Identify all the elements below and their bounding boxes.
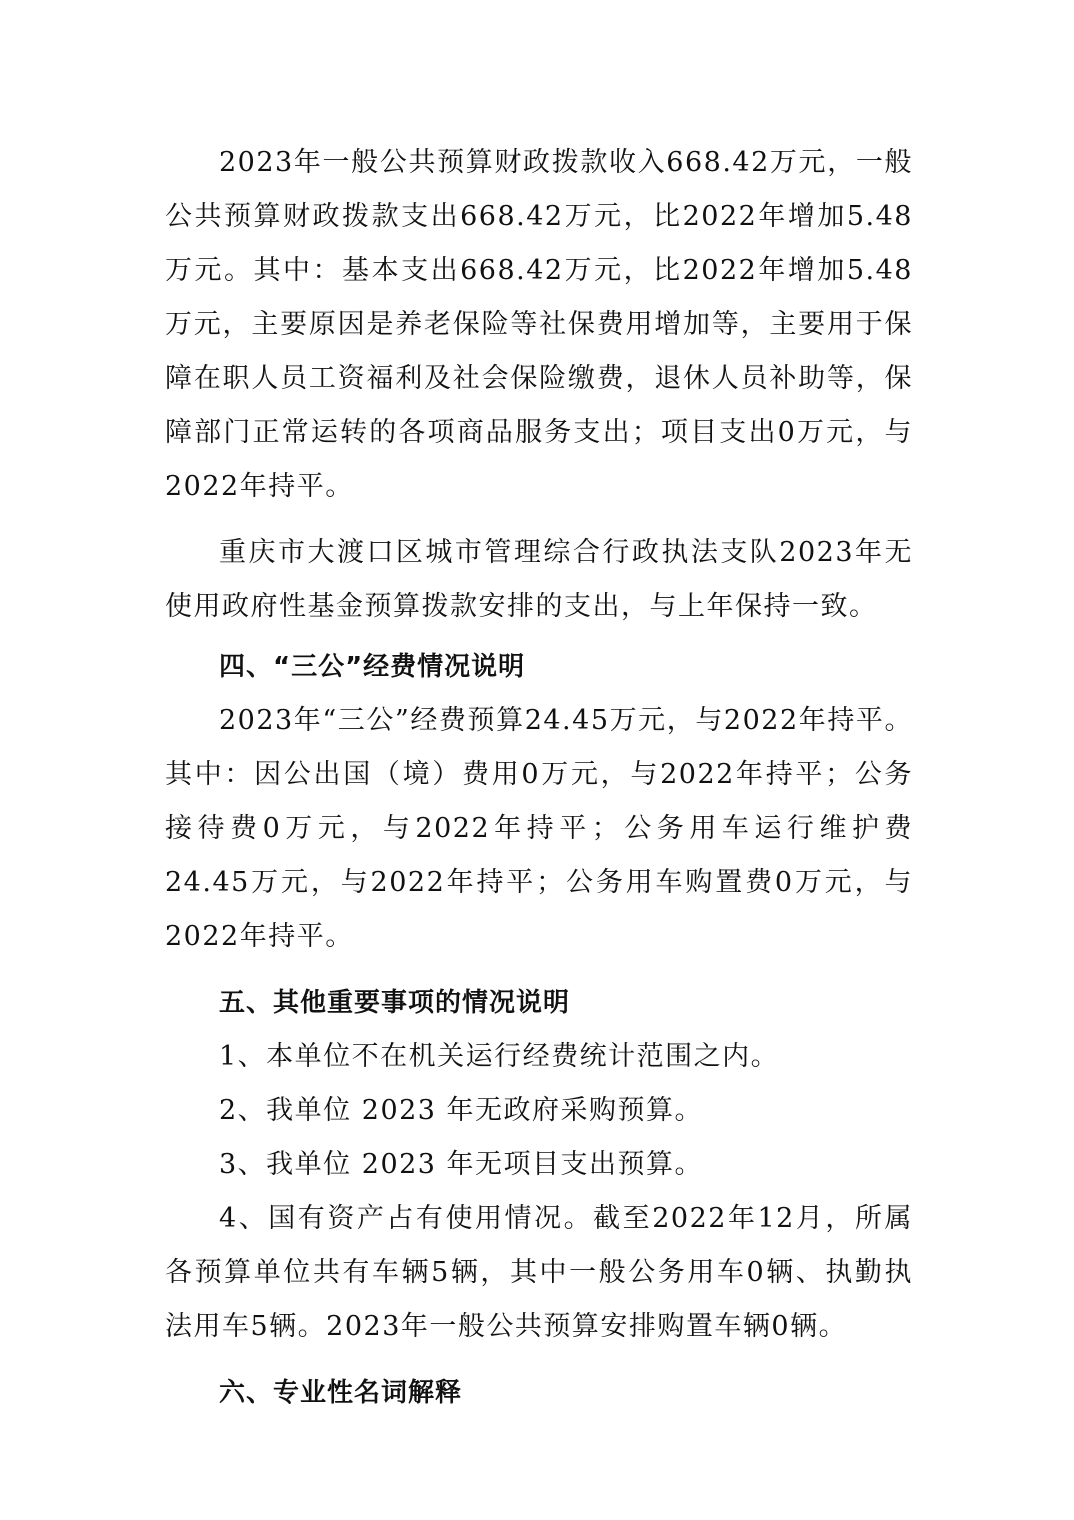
list-item-project-expenditure: 3、我单位 2023 年无项目支出预算。 [219, 1149, 704, 1180]
paragraph-general-budget: 2023年一般公共预算财政拨款收入668.42万元，一般公共预算财政拨款支出668.42万元，比2022年增加5.48万元。其中：基本支出668.42万元，比2022年增加5.48万元，主要原因是养老保险等社保费用增加等，主要用于保障在职人员工资福利及社会保险缴费，退休人员补助等，保障部门正常运转的各项商品服务支出；项目支出0万元，与2022年持平。 [165, 147, 913, 502]
paragraph-three-public-expenses: 2023年“三公”经费预算24.45万元，与2022年持平。其中：因公出国（境）费用0万元，与2022年持平；公务接待费0万元，与2022年持平；公务用车运行维护费24.45万元，与2022年持平；公务用车购置费0万元，与2022年持平。 [165, 705, 913, 952]
list-item-procurement: 2、我单位 2023 年无政府采购预算。 [219, 1095, 704, 1126]
paragraph-government-fund: 重庆市大渡口区城市管理综合行政执法支队2023年无使用政府性基金预算拨款安排的支出，与上年保持一致。 [165, 537, 913, 622]
document-body [165, 136, 913, 1420]
section-heading-other-matters: 五、其他重要事项的情况说明 [219, 988, 571, 1018]
section-heading-terminology: 六、专业性名词解释 [219, 1378, 463, 1408]
list-item-operating-expenses: 1、本单位不在机关运行经费统计范围之内。 [219, 1041, 780, 1072]
section-heading-three-public: 四、“三公”经费情况说明 [219, 652, 526, 682]
list-item-state-assets: 4、国有资产占有使用情况。截至2022年12月，所属各预算单位共有车辆5辆，其中一般公务用车0辆、执勤执法用车5辆。2023年一般公共预算安排购置车辆0辆。 [165, 1203, 913, 1342]
